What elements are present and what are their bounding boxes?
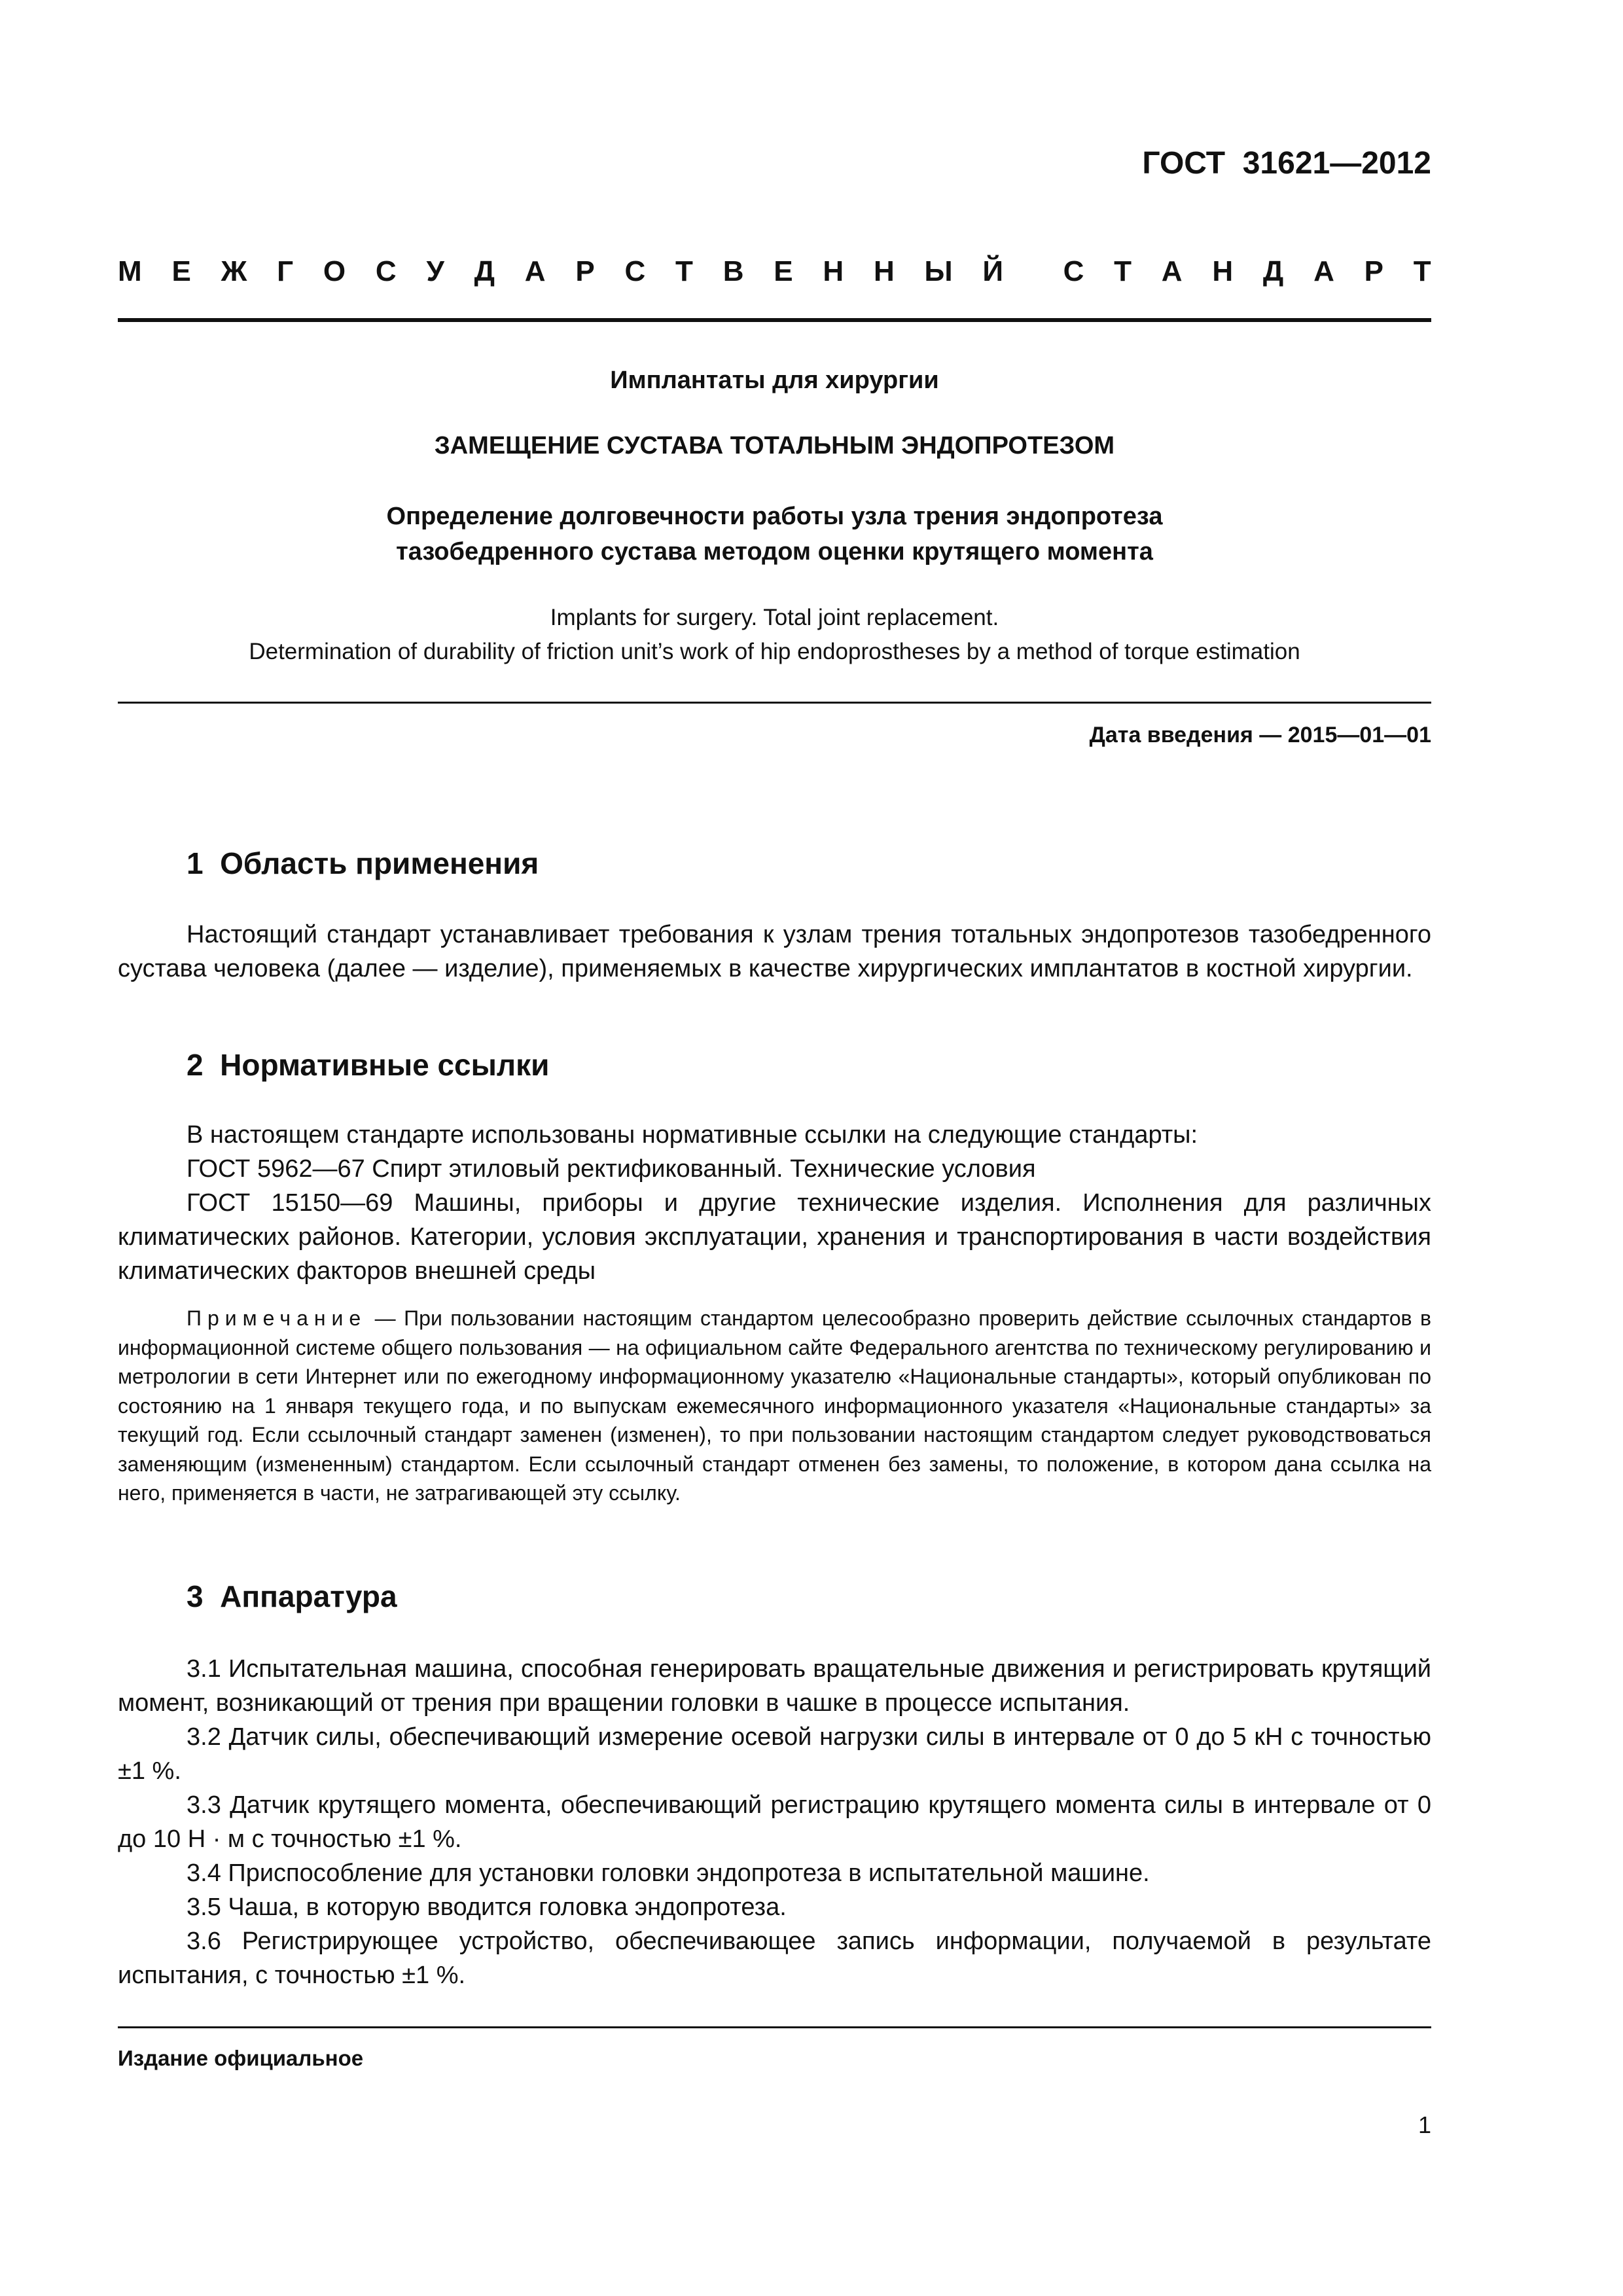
standard-type-letter: У (426, 255, 444, 287)
standard-type-letter: Н (873, 255, 895, 287)
standard-type-letter: С (624, 255, 646, 287)
standard-type-letter: В (722, 255, 744, 287)
paragraph: В настоящем стандарте использованы нормативные ссылки на следующие стандарты: (187, 1121, 1198, 1149)
standard-type-letter: О (323, 255, 346, 287)
paragraph: ГОСТ 15150—69 Машины, приборы и другие технические изделия. Исполнения для различных климатических районов. Категории, условия эксплуатации, хранения и транспортирования в части воздействия климатических факторов внешней среды (118, 1189, 1431, 1285)
list-item: 3.6 Регистрирующее устройство, обеспечивающее запись информации, получаемой в результате испытания, с точностью ±1 %. (118, 1928, 1431, 1989)
paragraph: Настоящий стандарт устанавливает требования к узлам трения тотальных эндопротезов тазобедренного сустава человека (далее — изделие), применяемых в качестве хирургических имплантатов в костной хирургии. (118, 921, 1431, 982)
list-item: 3.1 Испытательная машина, способная генерировать вращательные движения и регистрировать крутящий момент, возникающий от трения при вращении головки в чашке в процессе испытания. (118, 1655, 1431, 1717)
title-english-line: Implants for surgery. Total joint replacement. (550, 605, 999, 630)
section-heading-scope: 1 Область применения (187, 846, 539, 880)
introduction-date: Дата введения — 2015—01—01 (1089, 723, 1431, 747)
standard-type-letter: Д (1262, 255, 1284, 287)
header-rule (118, 318, 1431, 322)
standard-type-letter: Р (1364, 255, 1383, 287)
standard-type-letter: А (1161, 255, 1183, 287)
section-body-scope (118, 918, 1431, 986)
paragraph: ГОСТ 5962—67 Спирт этиловый ректификованный. Технические условия (187, 1155, 1036, 1183)
standard-type-letter: Н (1212, 255, 1234, 287)
title-subtitle-line: тазобедренного сустава методом оценки крутящего момента (396, 538, 1153, 565)
section-body-apparatus (118, 1652, 1431, 1992)
footer-rule (118, 2026, 1431, 2028)
standard-type-letter: А (524, 255, 546, 287)
standard-type-letter: Т (1114, 255, 1132, 287)
list-item: 3.5 Чаша, в которую вводится головка эндопротеза. (187, 1893, 787, 1921)
standard-type-letter: А (1313, 255, 1334, 287)
standard-type-letter: Е (171, 255, 191, 287)
standard-type-letter: Н (823, 255, 844, 287)
standard-type-heading (118, 255, 1431, 288)
standard-type-letter: Р (575, 255, 595, 287)
title-category: Имплантаты для хирургии (610, 367, 939, 394)
standard-type-letter: М (118, 255, 142, 287)
standard-type-letter: С (375, 255, 397, 287)
standard-type-letter: Г (277, 255, 294, 287)
document-code: ГОСТ 31621—2012 (1142, 146, 1431, 181)
page-number: 1 (1418, 2111, 1431, 2138)
title-main: ЗАМЕЩЕНИЕ СУСТАВА ТОТАЛЬНЫМ ЭНДОПРОТЕЗОМ (434, 432, 1115, 459)
official-edition-label: Издание официальное (118, 2046, 364, 2070)
standard-type-letter: Т (1413, 255, 1431, 287)
section-body-references (118, 1118, 1431, 1288)
standard-type-letter: Й (982, 255, 1003, 287)
standard-type-letter: Ж (221, 255, 247, 287)
list-item: 3.3 Датчик крутящего момента, обеспечивающий регистрацию крутящего момента силы в интервале от 0 до 10 Н · м с точностью ±1 %. (118, 1791, 1431, 1853)
standard-type-letter: С (1063, 255, 1084, 287)
standard-type-letter: Т (675, 255, 693, 287)
note-label: Примечание (187, 1306, 367, 1330)
list-item: 3.2 Датчик силы, обеспечивающий измерение осевой нагрузки силы в интервале от 0 до 5 кН с точностью ±1 %. (118, 1723, 1431, 1785)
list-item: 3.4 Приспособление для установки головки эндопротеза в испытательной машине. (187, 1859, 1150, 1887)
note-text: — При пользовании настоящим стандартом целесообразно проверить действие ссылочных стандартов в информационной системе общего пользования — на официальном сайте Федерального агентства по техническому регулированию и метрологии в сети Интернет или по ежегодному информационному указателю «Национальные стандарты», который опубликован по состоянию на 1 января текущего года, и по выпускам ежемесячного информационного указателя «Национальные стандарты» за текущий год. Если ссылочный стандарт заменен (изменен), то при пользовании настоящим стандартом следует руководствоваться заменяющим (измененным) стандартом. Если ссылочный стандарт отменен без замены, то положение, в котором дана ссылка на него, применяется в части, не затрагивающей эту ссылку. (118, 1306, 1431, 1505)
title-english (118, 601, 1431, 669)
section-heading-apparatus: 3 Аппаратура (187, 1579, 397, 1613)
standard-type-letter: Ы (924, 255, 953, 287)
title-subtitle-line: Определение долговечности работы узла трения эндопротеза (386, 503, 1163, 530)
title-english-line: Determination of durability of friction unit’s work of hip endoprostheses by a method of torque estimation (249, 639, 1300, 664)
section-heading-references: 2 Нормативные ссылки (187, 1048, 550, 1082)
standard-type-letter: Е (774, 255, 793, 287)
title-rule (118, 702, 1431, 704)
note (118, 1304, 1431, 1508)
standard-type-letter: Д (474, 255, 495, 287)
title-subtitle (118, 499, 1431, 569)
